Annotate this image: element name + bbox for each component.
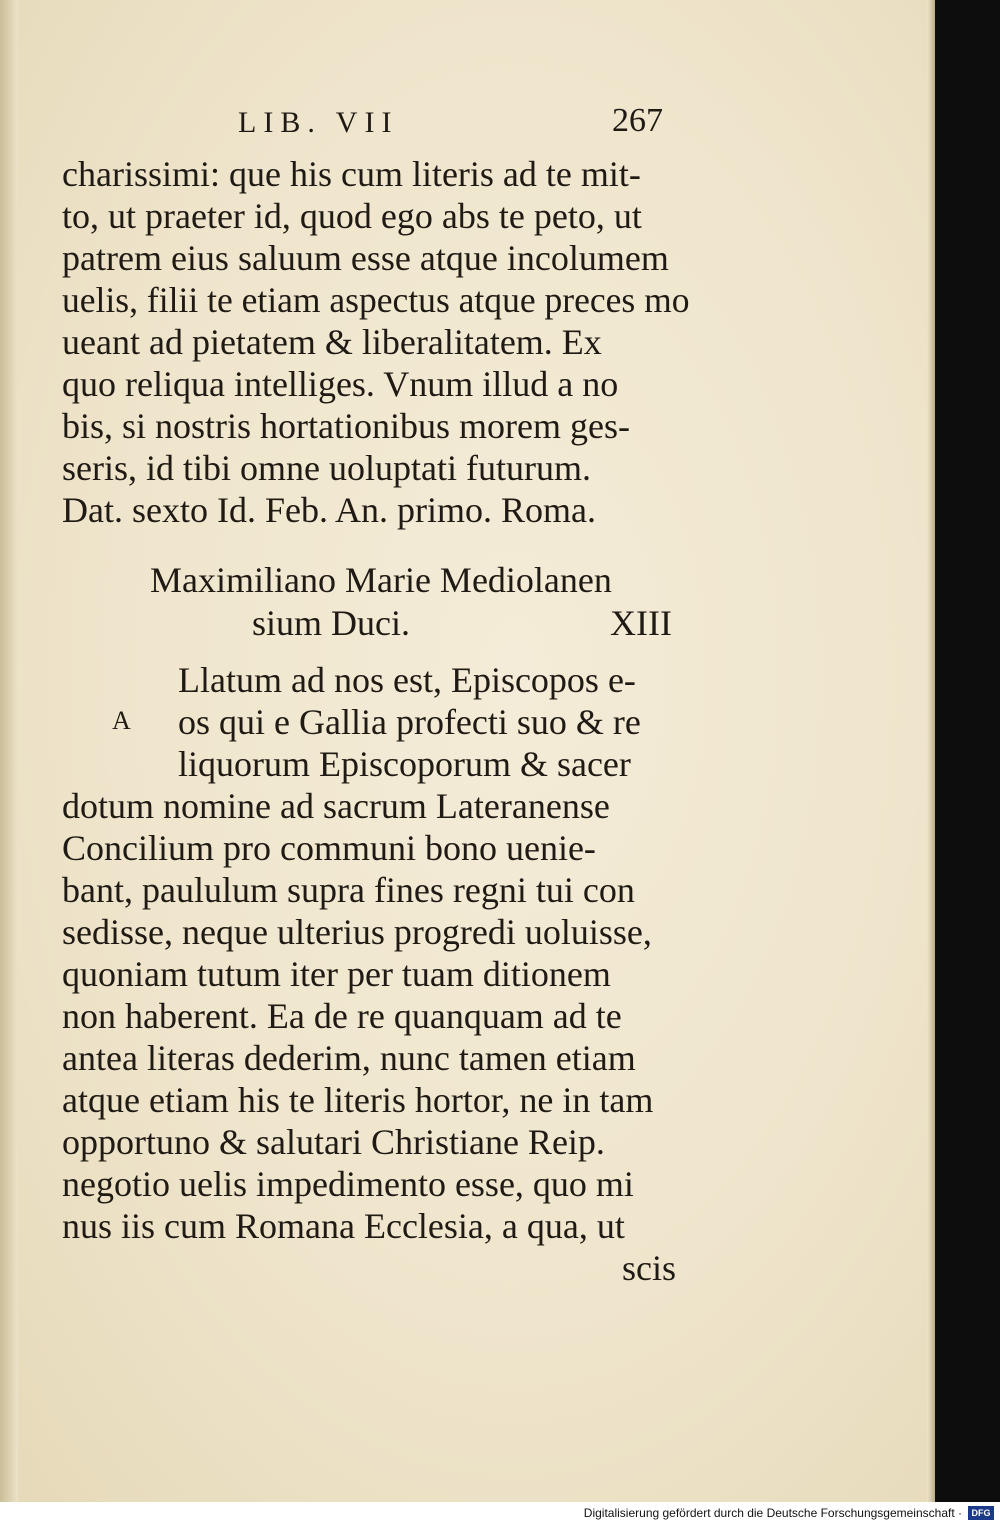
running-head: LIB. VII (238, 106, 399, 139)
text-line: bis, si nostris hortationibus morem ges- (62, 406, 630, 446)
letter-number: XIII (610, 603, 672, 643)
catchword: scis (622, 1248, 676, 1288)
text-line: antea literas dederim, nunc tamen etiam (62, 1038, 636, 1078)
page-gutter (0, 0, 18, 1502)
text-line: quo reliqua intelliges. Vnum illud a no (62, 364, 619, 404)
page-number: 267 (612, 102, 663, 139)
text-line: seris, id tibi omne uoluptati futurum. (62, 448, 591, 488)
text-line: bant, paululum supra fines regni tui con (62, 870, 635, 910)
text-line: dotum nomine ad sacrum Lateranense (62, 786, 610, 826)
funding-credit: Digitalisierung gefördert durch die Deutsche Forschungsgemeinschaft · (583, 1506, 962, 1520)
initial-marker: A (112, 706, 131, 735)
digitization-footer (0, 1502, 1000, 1524)
text-line: opportuno & salutari Christiane Reip. (62, 1122, 605, 1162)
text-line: uelis, filii te etiam aspectus atque preces mo (62, 280, 690, 320)
text-line: ueant ad pietatem & liberalitatem. Ex (62, 322, 602, 362)
text-line: atque etiam his te literis hortor, ne in tam (62, 1080, 654, 1120)
text-line: Llatum ad nos est, Episcopos e- (178, 660, 636, 700)
text-line: Concilium pro communi bono uenie- (62, 828, 596, 868)
text-line: quoniam tutum iter per tuam ditionem (62, 954, 611, 994)
text-line: liquorum Episcoporum & sacer (178, 744, 631, 784)
text-line: charissimi: que his cum literis ad te mit- (62, 154, 641, 194)
text-line: negotio uelis impedimento esse, quo mi (62, 1164, 634, 1204)
text-line: os qui e Gallia profecti suo & re (178, 702, 641, 742)
letter-heading-line-1: Maximiliano Marie Mediolanen (150, 560, 612, 600)
dateline: Dat. sexto Id. Feb. An. primo. Roma. (62, 490, 596, 530)
text-line: to, ut praeter id, quod ego abs te peto, ut (62, 196, 642, 236)
text-line: patrem eius saluum esse atque incolumem (62, 238, 669, 278)
page-edge (927, 0, 935, 1502)
text-line: sedisse, neque ulterius progredi uoluisse, (62, 912, 652, 952)
dfg-logo: DFG (968, 1506, 994, 1520)
letter-heading-line-2: sium Duci. (252, 603, 410, 643)
text-line: nus iis cum Romana Ecclesia, a qua, ut (62, 1206, 625, 1246)
text-line: non haberent. Ea de re quanquam ad te (62, 996, 622, 1036)
